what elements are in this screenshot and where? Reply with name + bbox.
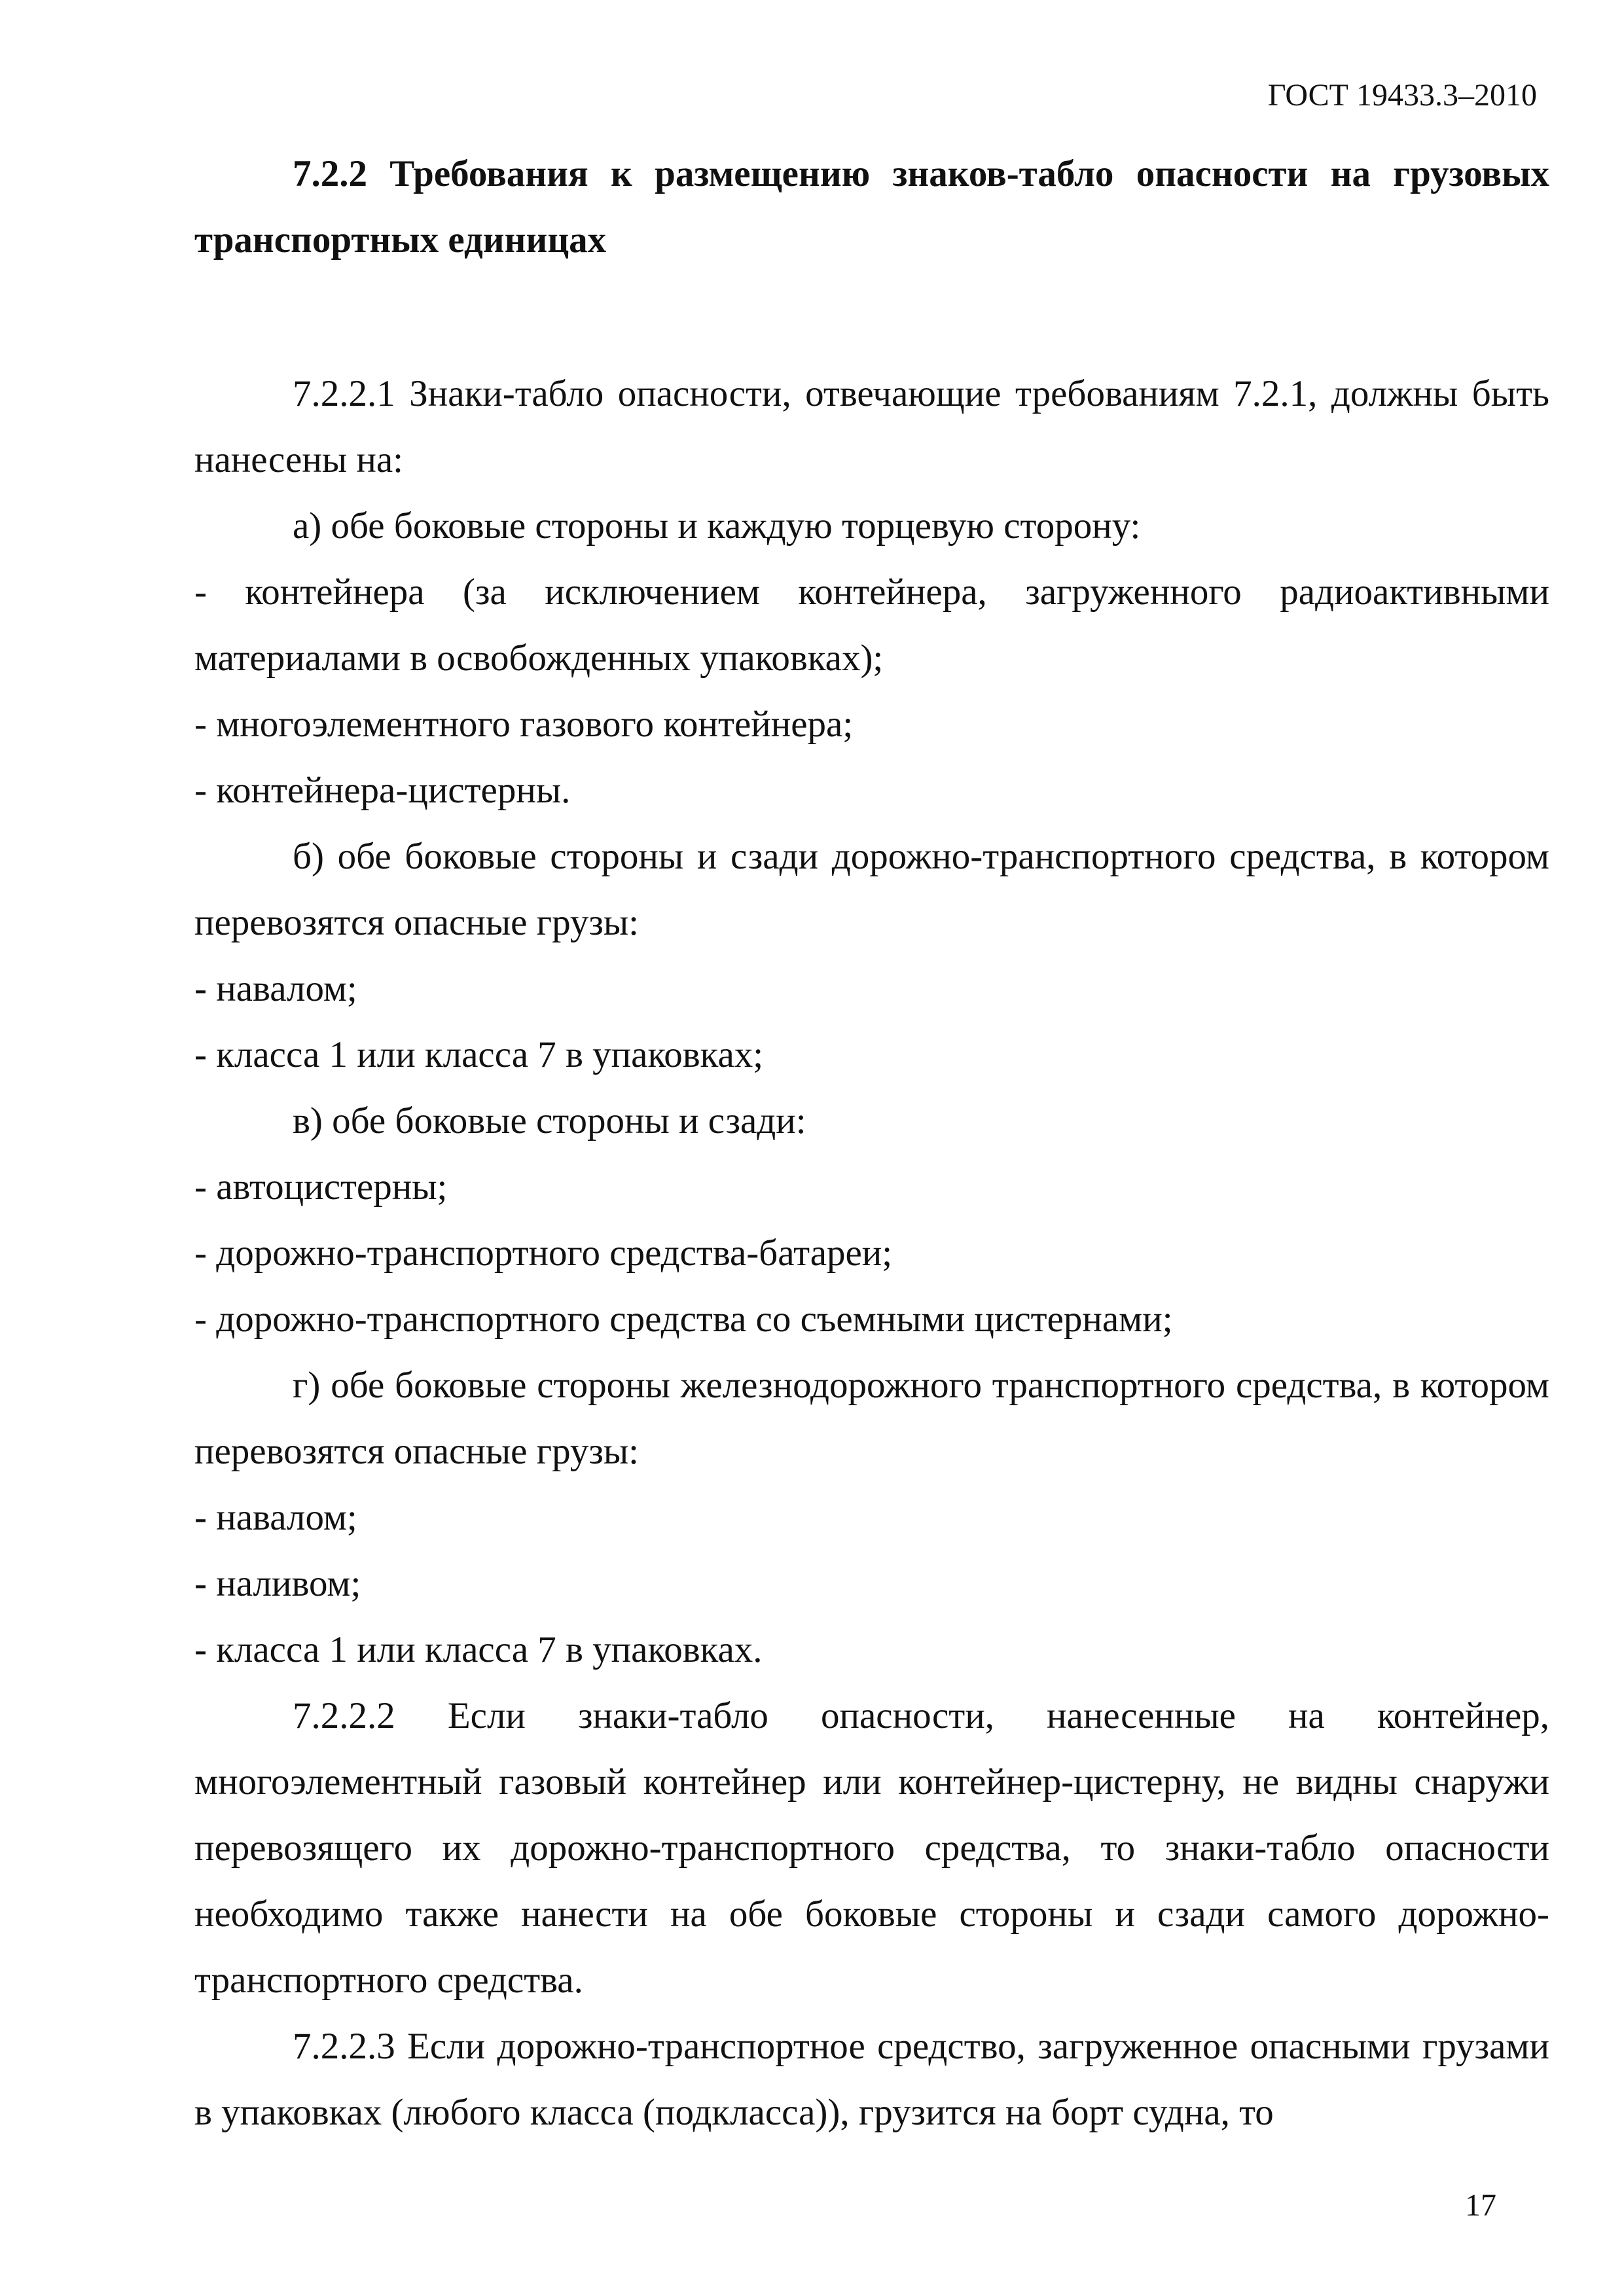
sub-item-a-2: - многоэлементного газового контейнера; — [194, 704, 854, 745]
document-body — [194, 141, 1549, 2145]
sub-item-b-1: - навалом; — [194, 968, 357, 1009]
sub-item-v-1: - автоцистерны; — [194, 1166, 448, 1208]
sub-item-a-1: - контейнера (за исключением контейнера, загруженного радиоактивными материалами в освобожденных упаковках); — [194, 571, 1549, 679]
sub-item-v-3: - дорожно-транспортного средства со съемными цистернами; — [194, 1299, 1173, 1340]
paragraph-7-2-2-1: 7.2.2.1 Знаки-табло опасности, отвечающие требованиям 7.2.1, должны быть нанесены на: — [194, 373, 1549, 480]
section-heading: 7.2.2 Требования к размещению знаков-табло опасности на грузовых транспортных единицах — [194, 153, 1549, 260]
sub-item-b-2: - класса 1 или класса 7 в упаковках; — [194, 1034, 764, 1075]
paragraph-7-2-2-3: 7.2.2.3 Если дорожно-транспортное средство, загруженное опасными грузами в упаковках (любого класса (подкласса)), грузится на борт судна, то — [194, 2026, 1549, 2133]
page-number: 17 — [1465, 2188, 1496, 2223]
list-item-b: б) обе боковые стороны и сзади дорожно-транспортного средства, в котором перевозятся опасные грузы: — [194, 836, 1549, 943]
sub-item-g-2: - наливом; — [194, 1563, 361, 1604]
list-item-g: г) обе боковые стороны железнодорожного транспортного средства, в котором перевозятся опасные грузы: — [194, 1365, 1549, 1472]
paragraph-7-2-2-2: 7.2.2.2 Если знаки-табло опасности, нанесенные на контейнер, многоэлементный газовый контейнер или контейнер-цистерну, не видны снаружи перевозящего их дорожно-транспортного средства, то знаки-табло опасности необходимо также нанести на обе боковые стороны и сзади самого дорожно-транспортного средства. — [194, 1695, 1549, 2001]
document-reference: ГОСТ 19433.3–2010 — [1267, 78, 1537, 113]
sub-item-g-1: - навалом; — [194, 1497, 357, 1538]
sub-item-v-2: - дорожно-транспортного средства-батареи; — [194, 1232, 893, 1274]
sub-item-g-3: - класса 1 или класса 7 в упаковках. — [194, 1629, 763, 1670]
list-item-a: а) обе боковые стороны и каждую торцевую сторону: — [293, 505, 1141, 547]
sub-item-a-3: - контейнера-цистерны. — [194, 770, 571, 811]
list-item-v: в) обе боковые стороны и сзади: — [293, 1100, 806, 1141]
